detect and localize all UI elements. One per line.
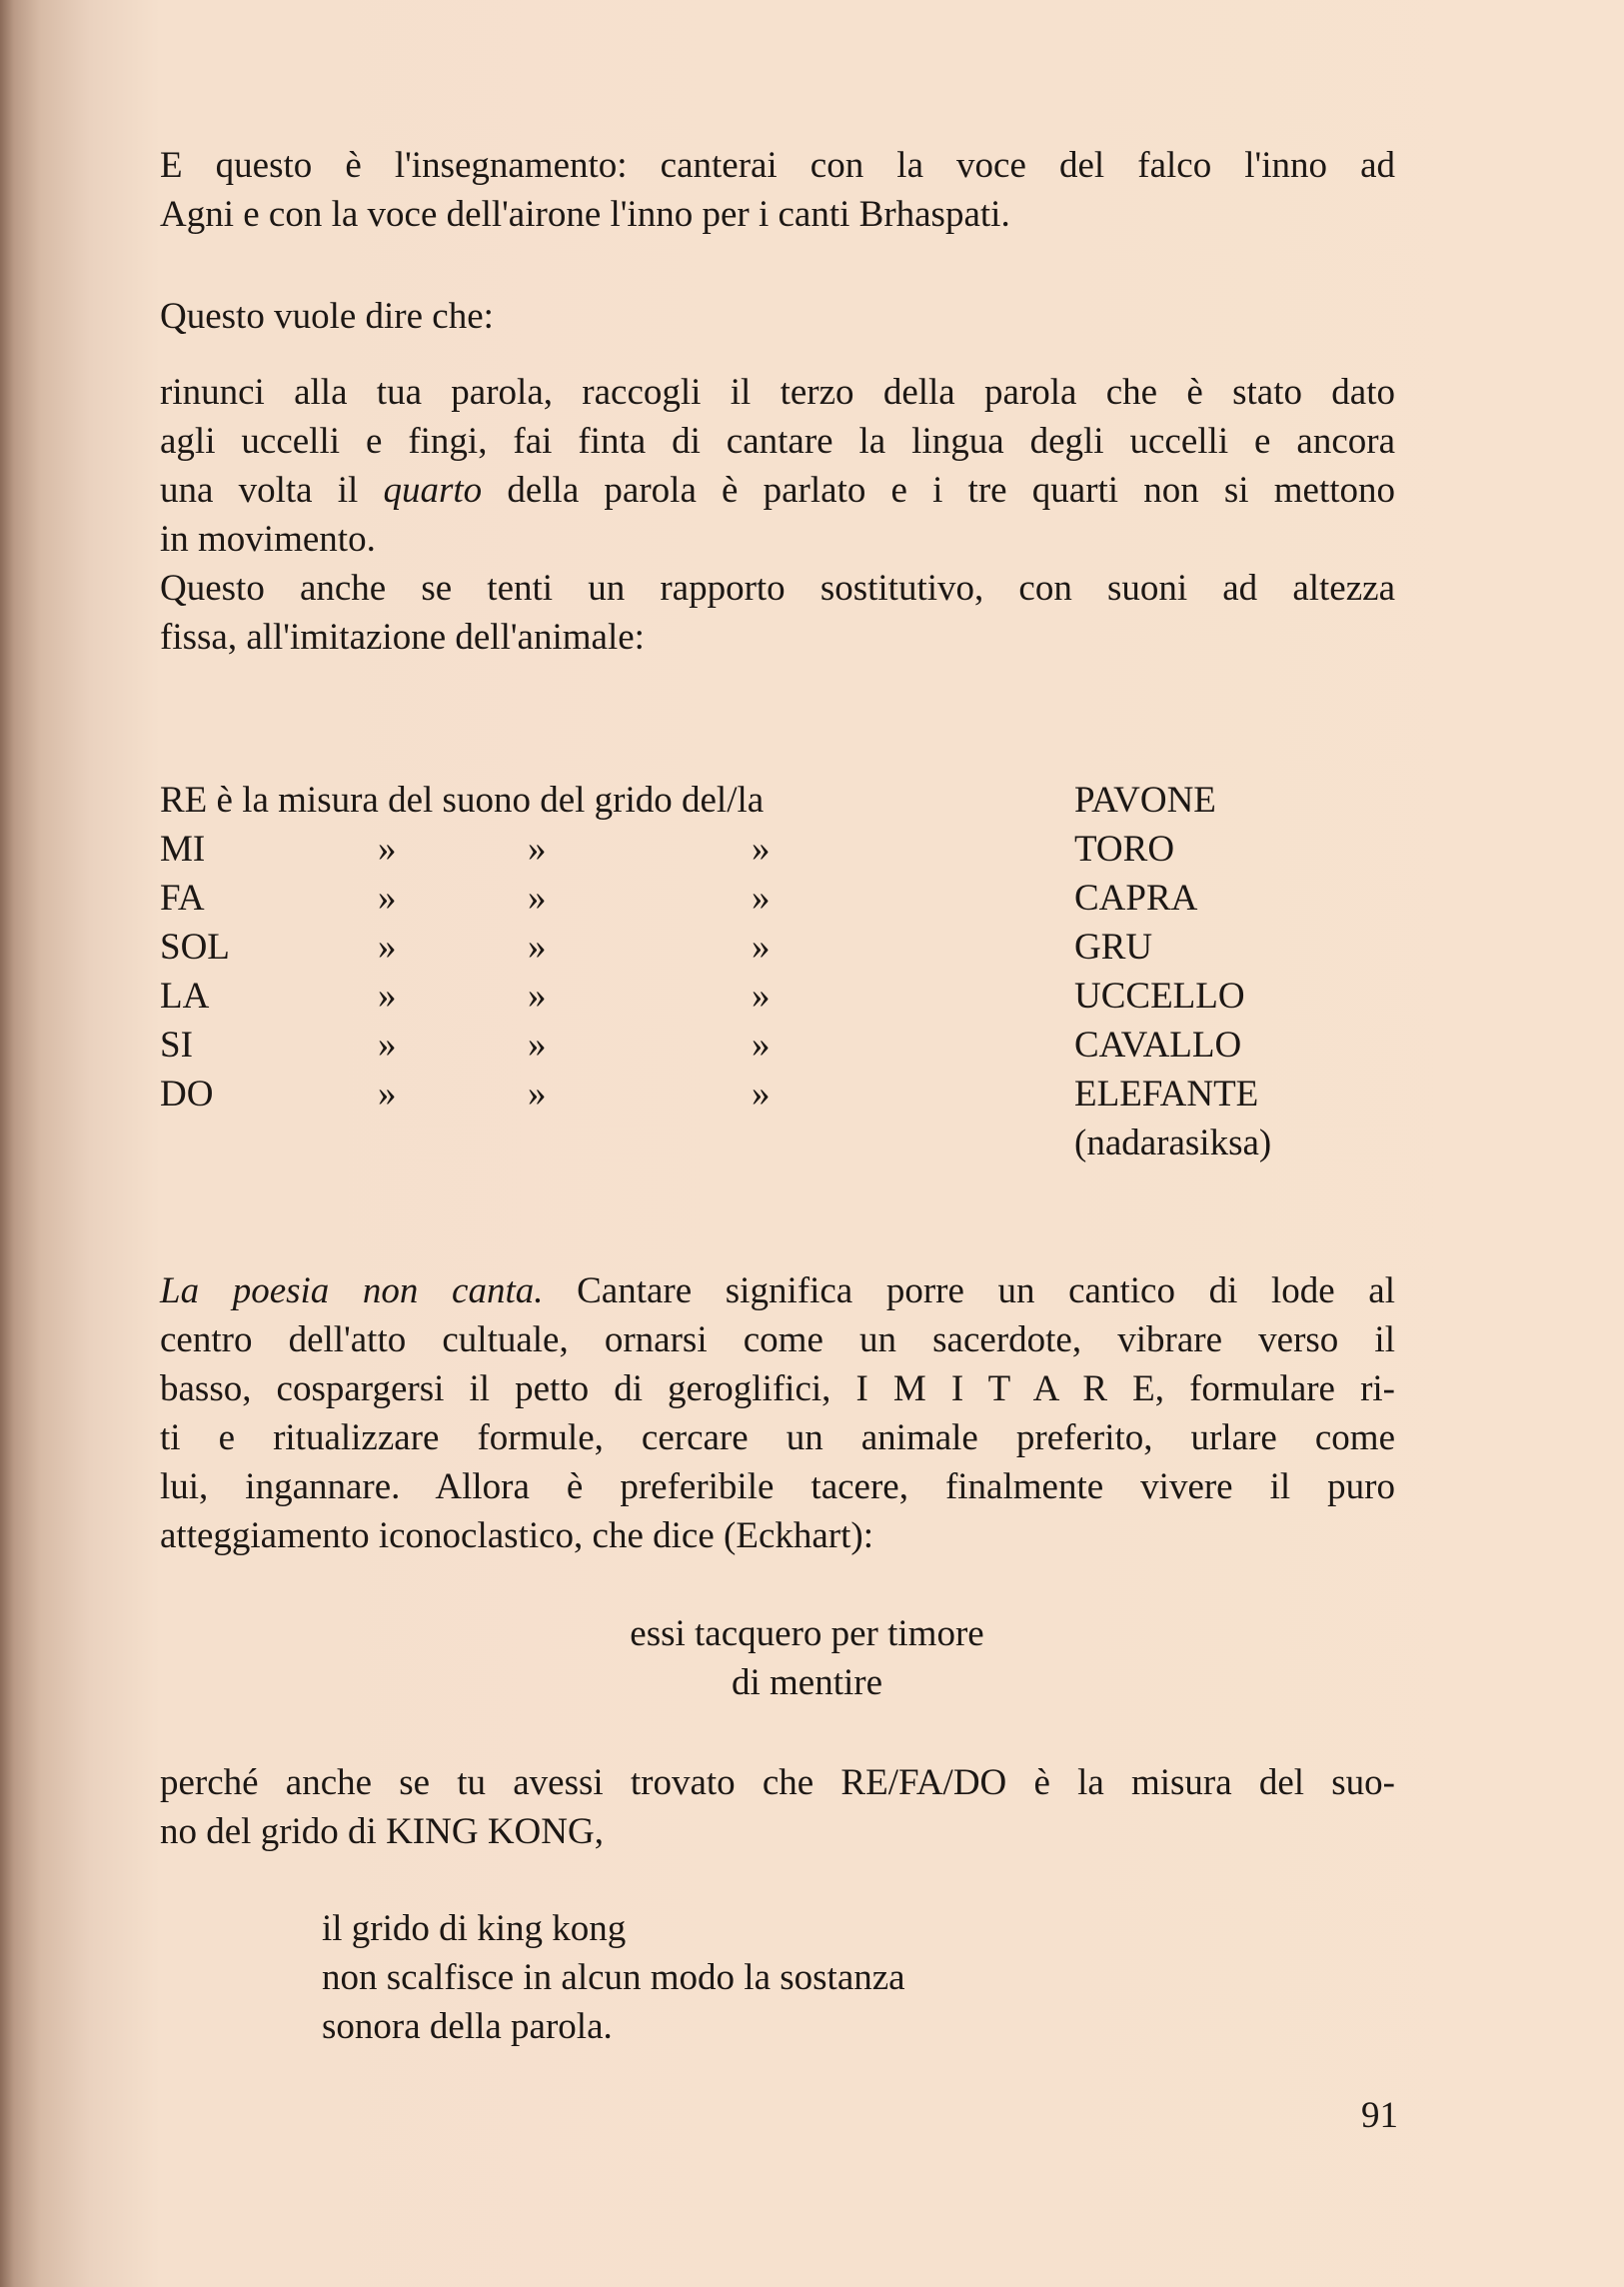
ditto-mark: »: [528, 976, 547, 1017]
ditto-mark: »: [528, 927, 547, 968]
ditto-mark: »: [752, 976, 771, 1017]
table-row: [160, 972, 1399, 1021]
text-line-with-italic: [160, 1266, 1395, 1315]
note-name: MI: [160, 829, 206, 870]
text-fragment: una volta il: [160, 470, 384, 511]
ditto-mark: »: [752, 927, 771, 968]
text-line: basso, cospargersi il petto di geroglifici, I M I T A R E, formulare ri-: [160, 1368, 1395, 1409]
italic-phrase: La poesia non canta.: [160, 1270, 544, 1311]
ditto-mark: »: [528, 1074, 547, 1115]
paragraph-rinunci: [160, 368, 1395, 662]
table-row: [160, 1070, 1399, 1119]
ditto-mark: »: [378, 927, 397, 968]
table-row: [160, 874, 1399, 923]
note-name: DO: [160, 1074, 214, 1115]
text-line: rinunci alla tua parola, raccogli il terzo della parola che è stato dato: [160, 372, 1395, 413]
note-name: LA: [160, 976, 210, 1017]
note-name: SOL: [160, 927, 230, 968]
animal-name: UCCELLO: [1074, 976, 1245, 1017]
text-line: lui, ingannare. Allora è preferibile tacere, finalmente vivere il puro: [160, 1466, 1395, 1507]
verse-line: sonora della parola.: [322, 2006, 613, 2047]
ditto-mark: »: [752, 878, 771, 919]
text-line: E questo è l'insegnamento: canterai con la voce del falco l'inno ad: [160, 145, 1395, 186]
animal-name: CAPRA: [1074, 878, 1198, 919]
note-name: SI: [160, 1025, 193, 1066]
ditto-mark: »: [378, 1074, 397, 1115]
paragraph-insegnamento: [160, 141, 1395, 239]
text-line: Questo vuole dire che:: [160, 296, 494, 337]
closing-verse: [322, 1904, 905, 2051]
page-number: 91: [1361, 2095, 1398, 2136]
text-fragment: della parola è parlato e i tre quarti non si mettono: [482, 470, 1396, 511]
table-header-text: RE è la misura del suono del grido del/la: [160, 780, 765, 821]
text-line: Agni e con la voce dell'airone l'inno per i canti Brhaspati.: [160, 194, 1010, 235]
text-line: no del grido di KING KONG,: [160, 1811, 604, 1852]
text-line: in movimento.: [160, 519, 376, 560]
ditto-mark: »: [752, 1025, 771, 1066]
text-line: perché anche se tu avessi trovato che RE/FA/DO è la misura del suo-: [160, 1762, 1395, 1803]
verse-line: non scalfisce in alcun modo la sostanza: [322, 1957, 905, 1998]
text-line: agli uccelli e fingi, fai finta di cantare la lingua degli uccelli e ancora: [160, 421, 1395, 462]
paragraph-questo-vuole-dire: [160, 292, 1395, 341]
table-row: [160, 825, 1399, 874]
table-footnote: (nadarasiksa): [1074, 1123, 1272, 1163]
paragraph-la-poesia: [160, 1266, 1395, 1560]
animal-name: TORO: [1074, 829, 1175, 870]
ditto-mark: »: [378, 829, 397, 870]
text-line-with-italic: [160, 466, 1395, 515]
quote-line: essi tacquero per timore: [630, 1613, 984, 1654]
text-line: atteggiamento iconoclastico, che dice (Eckhart):: [160, 1515, 873, 1556]
text-line: centro dell'atto cultuale, ornarsi come un sacerdote, vibrare verso il: [160, 1319, 1395, 1360]
ditto-mark: »: [378, 976, 397, 1017]
table-row: [160, 776, 1399, 825]
ditto-mark: »: [378, 878, 397, 919]
ditto-mark: »: [528, 1025, 547, 1066]
text-line: ti e ritualizzare formule, cercare un animale preferito, urlare come: [160, 1417, 1395, 1458]
quote-line: di mentire: [731, 1662, 883, 1703]
ditto-mark: »: [752, 829, 771, 870]
text-line: fissa, all'imitazione dell'animale:: [160, 617, 645, 658]
verse-line: il grido di king kong: [322, 1908, 627, 1949]
ditto-mark: »: [528, 878, 547, 919]
table-row: [160, 1021, 1399, 1070]
ditto-mark: »: [528, 829, 547, 870]
ditto-mark: »: [752, 1074, 771, 1115]
animal-name: GRU: [1074, 927, 1153, 968]
animal-name: PAVONE: [1074, 780, 1216, 821]
text-line: Questo anche se tenti un rapporto sostitutivo, con suoni ad altezza: [160, 568, 1395, 609]
animal-name: CAVALLO: [1074, 1025, 1242, 1066]
paragraph-king-kong: [160, 1758, 1395, 1856]
note-name: FA: [160, 878, 205, 919]
italic-word-quarto: quarto: [383, 470, 483, 511]
table-row: [160, 923, 1399, 972]
animal-name: ELEFANTE: [1074, 1074, 1259, 1115]
ditto-mark: »: [378, 1025, 397, 1066]
table-row: [160, 1119, 1399, 1167]
text-fragment: Cantare significa porre un cantico di lode al: [543, 1270, 1395, 1311]
